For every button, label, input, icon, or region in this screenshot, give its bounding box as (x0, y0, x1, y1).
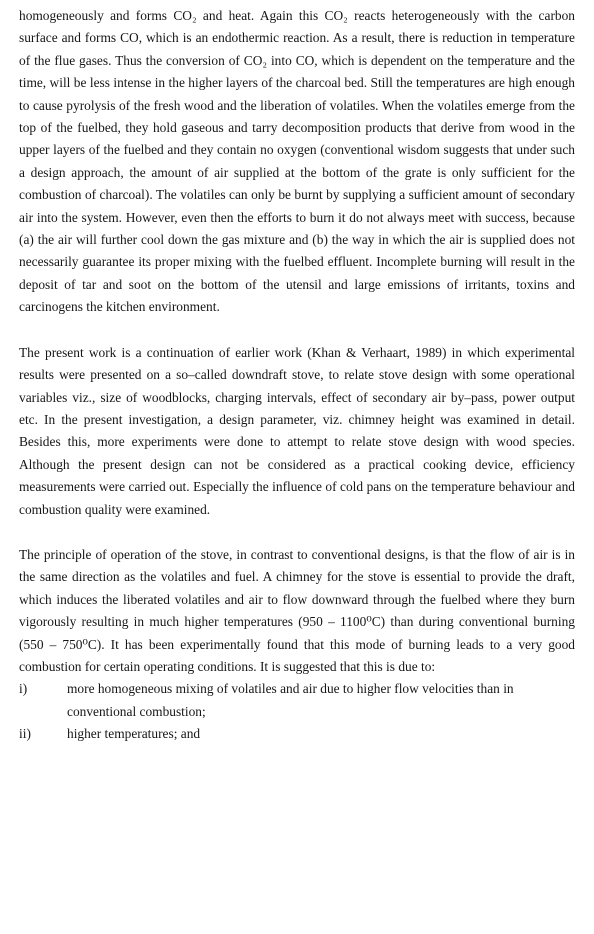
paragraph-present-work: The present work is a continuation of earlier work (Khan & Verhaart, 1989) in which experimental results were presented on a so–called downdraft stove, to relate stove design with some operational variables viz., size of woodblocks, charging intervals, effect of secondary air by–pass, power output etc. In the present investigation, a design parameter, viz. chimney height was examined in detail. Besides this, more experiments were done to attempt to relate stove design with wood species. Although the present design can not be considered as a practical cooking device, efficiency measurements were carried out. Especially the influence of cold pans on the temperature behaviour and combustion quality were examined. (19, 344, 575, 517)
paragraph-combustion-process: homogeneously and forms CO₂ and heat. Again this CO₂ reacts heterogeneously with the carbon surface and forms CO, which is an endothermic reaction. As a result, there is reduction in temperature of the flue gases. Thus the conversion of CO₂ into CO, which is dependent on the temperature and the time, will be less intense in the higher layers of the charcoal bed. Still the temperatures are high enough to cause pyrolysis of the fresh wood and the liberation of volatiles. When the volatiles emerge from the top of the fuelbed, they hold gaseous and tarry decomposition products that derive from wood in the upper layers of the fuelbed and they contain no oxygen (conventional wisdom suggests that under such a design approach, the amount of air supplied at the bottom of the grate is only sufficient for the combustion of charcoal). The volatiles can only be burnt by supplying a sufficient amount of secondary air into the system. However, even then the efforts to burn it do not always meet with success, because (a) the air will further cool down the gas mixture and (b) the way in which the air is supplied does not necessarily guarantee its proper mixing with the fuelbed effluent. Incomplete burning will result in the deposit of tar and soot on the bottom of the utensil and large emissions of irritants, toxins and carcinogens the kitchen environment. (19, 8, 575, 315)
document-page (19, 5, 575, 746)
list-item-text: higher temperatures; and (67, 726, 201, 742)
list-marker: i) (19, 681, 28, 697)
list-marker: ii) (19, 726, 31, 742)
reasons-list (19, 678, 575, 745)
list-item-text: more homogeneous mixing of volatiles and air due to higher flow velocities than in conventional combustion; (67, 681, 514, 719)
paragraph-principle-of-operation: The principle of operation of the stove, in contrast to conventional designs, is that the flow of air is in the same direction as the volatiles and fuel. A chimney for the stove is essential to provide the draft, which induces the liberated volatiles and air to flow downward through the fuelbed where they burn vigorously resulting in much higher temperatures (950 – 1100⁰C) than during conventional burning (550 – 750⁰C). It has been experimentally found that this mode of burning leads to a very good combustion for certain operating conditions. It is suggested that this is due to: (19, 546, 575, 674)
list-item (19, 678, 575, 723)
list-item (19, 723, 575, 745)
